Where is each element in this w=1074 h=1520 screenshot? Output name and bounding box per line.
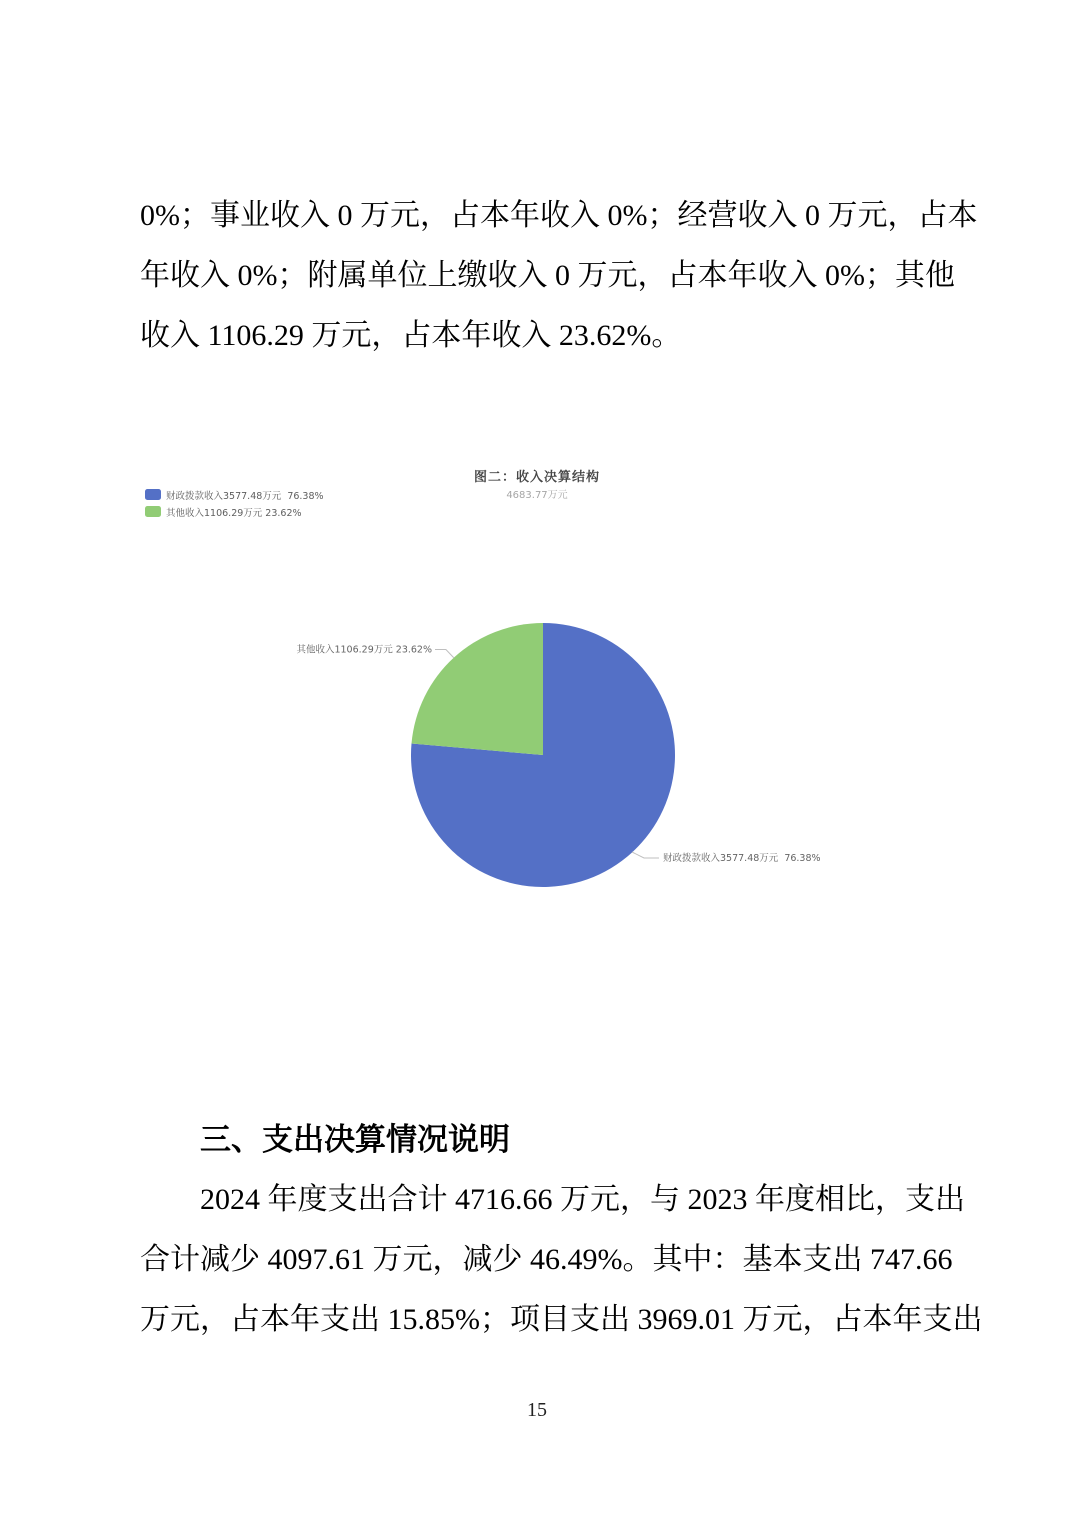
section-heading: 三、支出决算情况说明 <box>200 1122 510 1158</box>
label-leader-fiscal <box>632 852 659 858</box>
paragraph-line: 年收入 0%；附属单位上缴收入 0 万元，占本年收入 0%；其他 <box>140 259 955 292</box>
paragraph-line: 万元，占本年支出 15.85%；项目支出 3969.01 万元，占本年支出 <box>140 1303 983 1336</box>
chart-title: 图二：收入决算结构 <box>473 470 600 485</box>
legend-label-fiscal: 财政拨款收入3577.48万元 76.38% <box>166 490 324 502</box>
pie-label-other: 其他收入1106.29万元 23.62% <box>296 644 432 656</box>
income-pie-chart <box>127 458 947 938</box>
paragraph-line: 合计减少 4097.61 万元，减少 46.49%。其中：基本支出 747.66 <box>140 1243 953 1276</box>
label-leader-other <box>435 650 454 659</box>
pie-slice-other[interactable] <box>412 623 544 755</box>
legend-label-other: 其他收入1106.29万元 23.62% <box>166 507 302 519</box>
paragraph-line: 收入 1106.29 万元，占本年收入 23.62%。 <box>140 319 682 352</box>
page-number: 15 <box>527 1399 547 1421</box>
pie-label-fiscal: 财政拨款收入3577.48万元 76.38% <box>663 853 821 864</box>
income-paragraph <box>140 186 978 366</box>
chart-subtitle: 4683.77万元 <box>506 490 568 501</box>
expense-paragraph <box>140 1170 983 1350</box>
pie-plot <box>127 458 947 938</box>
paragraph-line: 0%；事业收入 0 万元，占本年收入 0%；经营收入 0 万元，占本 <box>140 199 978 232</box>
paragraph-line: 2024 年度支出合计 4716.66 万元，与 2023 年度相比，支出 <box>200 1183 965 1216</box>
